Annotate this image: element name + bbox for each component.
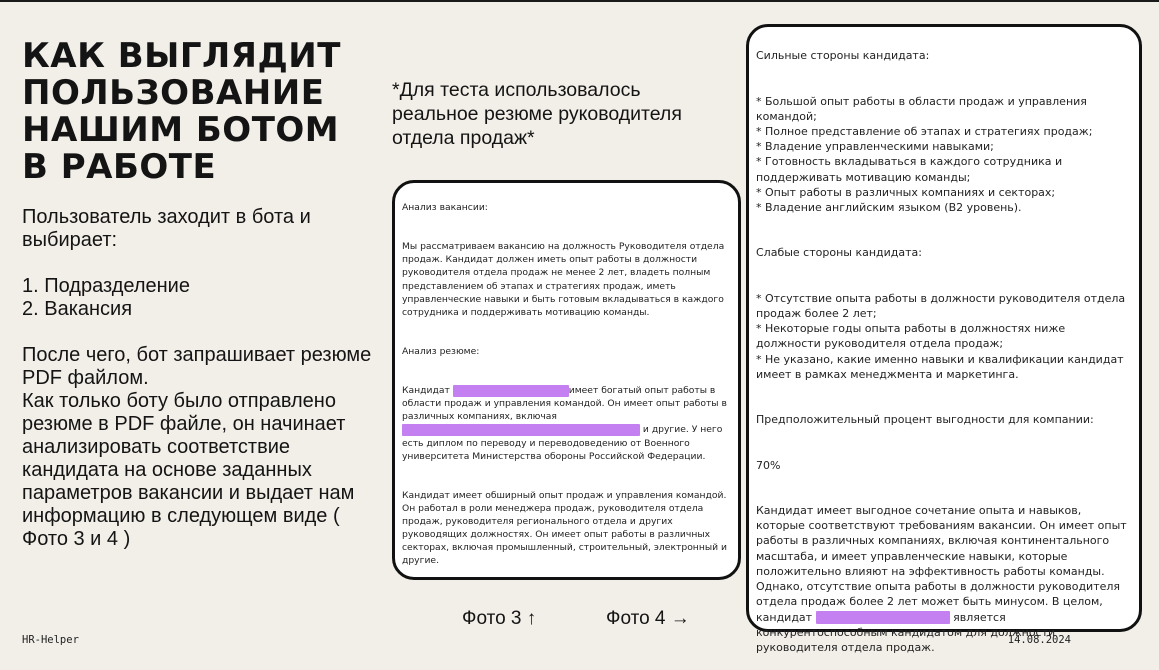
photo3-caption: Фото 3 ↑ xyxy=(462,608,537,629)
resume-paragraph-2: Кандидат имеет обширный опыт продаж и управления командой. Он работал в роли менеджера продаж, руководителя отдела продаж, руководителя регионального отдела и других руководящих должностях. Он имеет опыт работы в различных секторах, включая промышленный, строительный, электронный и другие. xyxy=(402,489,727,567)
photo4-caption: Фото 4 → xyxy=(606,608,690,629)
conclusion-end: является конкурентоспособным кандидатом для должности руководителя отдела продаж. xyxy=(756,610,1056,654)
weaknesses-list: * Отсутствие опыта работы в должности руководителя отдела продаж более 2 лет; * Некоторые годы опыта работы в должностях ниже должности руководителя отдела продаж; * Не указано, какие именно навыки и квалификации кандидат имеет в рамках менеджмента и маркетинга. xyxy=(756,291,1126,381)
strengths-heading: Сильные стороны кандидата: xyxy=(756,49,930,63)
weaknesses-heading: Слабые стороны кандидата: xyxy=(756,246,922,260)
resume-p1-start: Кандидат xyxy=(402,385,450,397)
resume-p1-end: и другие. У него есть диплом по переводу и переводоведению от Военного университета Министерства обороны Российской Федерации. xyxy=(402,424,723,462)
percent-heading: Предположительный процент выгодности для компании: xyxy=(756,413,1094,427)
resume-heading: Анализ резюме: xyxy=(402,345,480,357)
photo3-document xyxy=(402,188,730,580)
resume-p1-mid: имеет богатый опыт работы в области продаж и управления командой. Он имеет опыт работы в различных компаниях, включая xyxy=(402,385,727,423)
vacancy-text: Мы рассматриваем вакансию на должность Руководителя отдела продаж. Кандидат должен иметь опыт работы в должности руководителя отдела продаж не менее 2 лет, владеть полным представлением об этапах и стратегиях продаж, иметь управленческие навыки и быть готовым вкладываться в каждого сотрудника и поддерживать мотивацию команды. xyxy=(402,241,725,318)
redacted-companies xyxy=(402,424,640,436)
top-divider xyxy=(0,0,1159,2)
date-label: 14.08.2024 xyxy=(1007,634,1071,646)
redacted-candidate-name xyxy=(816,611,950,624)
photo4-document xyxy=(756,33,1131,670)
redacted-name xyxy=(453,385,569,397)
photo3-card xyxy=(392,180,741,580)
page-title: КАК ВЫГЛЯДИТ ПОЛЬЗОВАНИЕ НАШИМ БОТОМ В РАБОТЕ xyxy=(22,36,341,187)
vacancy-heading: Анализ вакансии: xyxy=(402,202,488,214)
description-text: Пользователь заходит в бота и выбирает: 1. Подразделение 2. Вакансия После чего, бот запрашивает резюме PDF файлом. Как только боту было отправлено резюме в PDF файле, он начинает анализировать соответствие кандидата на основе заданных параметров вакансии и выдает нам информацию в следующем виде ( Фото 3 и 4 ) xyxy=(22,206,372,550)
resume-paragraph-1 xyxy=(402,384,730,463)
strengths-list: * Большой опыт работы в области продаж и управления командой; * Полное представление об этапах и стратегиях продаж; * Владение управленческими навыками; * Готовность вкладываться в каждого сотрудника и поддерживать мотивацию команды; * Опыт работы в различных компаниях и секторах; * Владение английским языком (B2 уровень). xyxy=(756,94,1093,215)
conclusion-text xyxy=(756,503,1131,655)
test-footnote: *Для теста использовалось реальное резюме руководителя отдела продаж* xyxy=(392,79,682,149)
brand-label: HR-Helper xyxy=(22,634,79,646)
conclusion-start: Кандидат имеет выгодное сочетание опыта и навыков, которые соответствуют требованиям вакансии. Он имеет опыт работы в различных компаниях, включая континентального масштаба, и имеет управленческие навыки, которые положительно влияют на эффективность работы команды. Однако, отсутствие опыта работы в должности руководителя отдела продаж более 2 лет может быть минусом. В целом, кандидат xyxy=(756,504,1127,624)
percent-value: 70% xyxy=(756,458,781,472)
